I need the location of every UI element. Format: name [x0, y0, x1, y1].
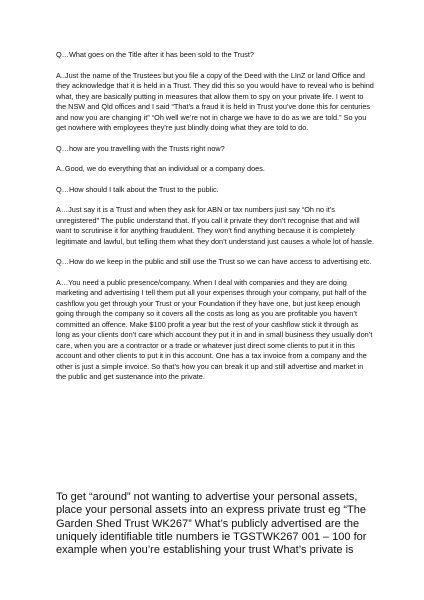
question-title-after-sale: Q…What goes on the Title after it has been sold to the Trust? — [56, 50, 254, 59]
answer-travelling-trusts: A..Good, we do everything that an individual or a company does. — [56, 164, 265, 173]
answer-advertising: A…You need a public presence/company. When I deal with companies and they are doing marketing and advertising I tell them put all your expenses through your company, put half of the cashflow you get through your Trust or your Foundation if they have one, but just keep enough going through the company so it covers all the costs as long as you are profitable you haven’t committed an offence. Make $100 profit a year but the rest of your cashflow stick it through as long as your clients don’t care which account they put it in and in small business they usually don’t care, when you are a contractor or a trade or whatever just direct some clients to put it in this account and other clients to put it in this account. One has a tax invoice from a company and the other is just a simple invoice. So that’s how you can break it up and still advertise and market in the public and get sustenance into the private. — [56, 277, 373, 381]
question-talk-to-public: Q…How should I talk about the Trust to the public. — [56, 184, 219, 194]
qa-content — [56, 50, 374, 393]
question-travelling-trusts: Q…how are you travelling with the Trusts right now? — [56, 143, 225, 153]
question-advertising: Q…How do we keep in the public and still use the Trust so we can have access to advertising etc. — [56, 257, 372, 266]
footer-note: To get “around” not wanting to advertise your personal assets, place your personal assets into an express private trust eg “The Garden Shed Trust WK267” What’s publicly advertised are the uniquely identifiable title numbers ie TGSTWK267 001 – 100 for example when you’re establishing your trust What’s private is — [56, 491, 367, 557]
answer-talk-to-public: A…Just say it is a Trust and when they ask for ABN or tax numbers just say “Oh no it’s unregistered” The public understand that. If you call it private they don’t recognise that and will want to scrutinise it for anything fraudulent. They won’t find anything because it is completely legitimate and lawful, but telling them what they don’t understand just causes a whole lot of hassle. — [56, 205, 375, 246]
answer-title-after-sale: A..Just the name of the Trustees but you file a copy of the Deed with the LInZ or land Office and they acknowledge that it is held in a Trust. They did this so you would have to reveal who is behind what, they are basically putting in measures that allow them to spy on your private life. I went to the NSW and Qld offices and I said “That’s a fraud it is held in Trust you’ve done this for centuries and now you are changing it” “Oh well we’re not in charge we have to do as we are told.” So you get nowhere with employees they’re just blindly doing what they are told to do. — [56, 70, 374, 132]
